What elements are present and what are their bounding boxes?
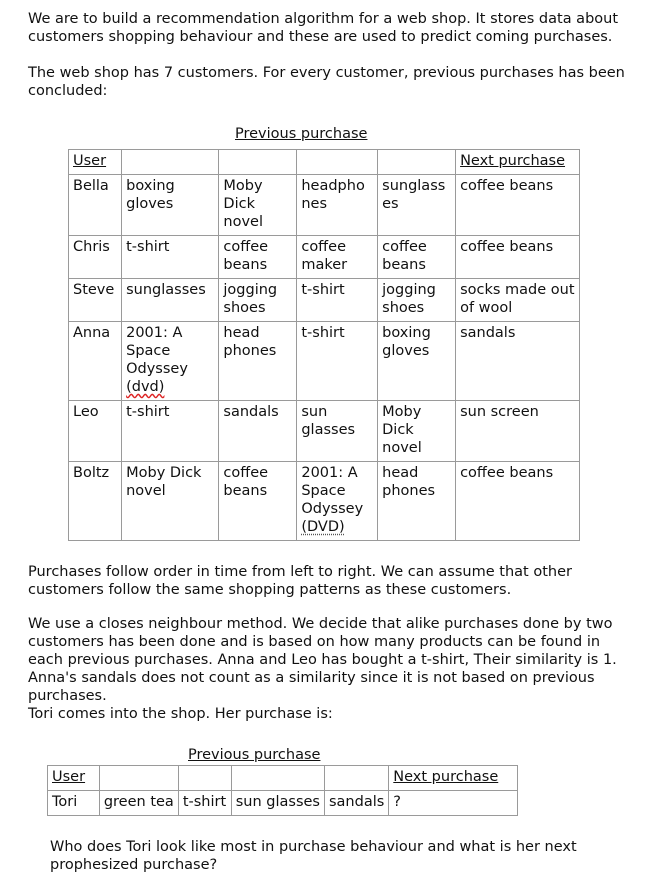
table2-title: Previous purchase: [188, 747, 321, 763]
user-cell: Steve: [69, 279, 122, 322]
intro-paragraph-1: We are to build a recommendation algorithm for a web shop. It stores data about customers shopping behaviour and these are used to predict coming purchases.: [28, 11, 619, 45]
next-purchase-cell: coffee beans: [456, 236, 580, 279]
header-user: User: [48, 766, 100, 791]
middle-paragraph-3: Tori comes into the shop. Her purchase is:: [28, 706, 333, 722]
purchase-cell: sunglasses: [122, 279, 219, 322]
purchase-cell: coffee maker: [297, 236, 378, 279]
next-purchase-cell: coffee beans: [456, 462, 580, 541]
purchase-history-table: [68, 149, 580, 541]
purchase-cell: coffee beans: [219, 462, 297, 541]
purchase-text: 2001: A Space Odyssey: [126, 325, 188, 377]
purchase-cell: Moby Dick novel: [378, 401, 456, 462]
header-user: User: [69, 150, 122, 175]
table2-header-row: [48, 766, 518, 791]
purchase-cell: sandals: [219, 401, 297, 462]
purchase-cell: sandals: [324, 791, 388, 816]
purchase-cell: green tea: [99, 791, 178, 816]
table-row: [69, 175, 580, 236]
header-next-purchase: Next purchase: [389, 766, 518, 791]
next-purchase-cell: sun screen: [456, 401, 580, 462]
table-row: [69, 462, 580, 541]
user-cell: Bella: [69, 175, 122, 236]
next-purchase-cell: ?: [389, 791, 518, 816]
user-cell: Anna: [69, 322, 122, 401]
user-cell: Leo: [69, 401, 122, 462]
middle-paragraph-1: Purchases follow order in time from left to right. We can assume that other customers follow the same shopping patterns as these customers.: [28, 564, 572, 598]
purchase-cell: [297, 462, 378, 541]
user-cell: Tori: [48, 791, 100, 816]
purchase-cell: t-shirt: [178, 791, 231, 816]
purchase-cell: Moby Dick novel: [219, 175, 297, 236]
table-row: [69, 322, 580, 401]
purchase-cell: boxing gloves: [122, 175, 219, 236]
user-cell: Chris: [69, 236, 122, 279]
purchase-cell: sunglasses: [378, 175, 456, 236]
table1-title: Previous purchase: [235, 126, 368, 142]
purchase-cell: sun glasses: [231, 791, 324, 816]
next-purchase-cell: sandals: [456, 322, 580, 401]
question-paragraph: Who does Tori look like most in purchase behaviour and what is her next prophesized purchase?: [50, 839, 577, 873]
purchase-cell: coffee beans: [219, 236, 297, 279]
purchase-cell: t-shirt: [122, 401, 219, 462]
purchase-cell: boxing gloves: [378, 322, 456, 401]
user-cell: Boltz: [69, 462, 122, 541]
table-row: [69, 401, 580, 462]
table-row: [48, 791, 518, 816]
purchase-cell: sun glasses: [297, 401, 378, 462]
table1-header-row: [69, 150, 580, 175]
header-next-purchase: Next purchase: [456, 150, 580, 175]
purchase-cell: coffee beans: [378, 236, 456, 279]
purchase-cell: headphones: [297, 175, 378, 236]
next-purchase-cell: coffee beans: [456, 175, 580, 236]
purchase-text: 2001: A Space Odyssey: [301, 465, 364, 517]
purchase-cell: t-shirt: [122, 236, 219, 279]
purchase-cell: head phones: [378, 462, 456, 541]
purchase-cell: [122, 322, 219, 401]
purchase-cell: jogging shoes: [219, 279, 297, 322]
purchase-cell: jogging shoes: [378, 279, 456, 322]
purchase-format: (DVD): [301, 519, 345, 535]
purchase-format: (dvd): [126, 379, 165, 395]
intro-paragraph-2: The web shop has 7 customers. For every customer, previous purchases has been concluded:: [28, 65, 625, 99]
middle-paragraph-2: We use a closes neighbour method. We decide that alike purchases done by two customers has been done and is based on how many products can be found in each previous purchases. Anna and Leo has bought a t-shirt, Their similarity is 1. Anna's sandals does not count as a similarity since it is not based on previous purchases.: [28, 616, 617, 704]
table-row: [69, 279, 580, 322]
purchase-cell: t-shirt: [297, 279, 378, 322]
table-row: [69, 236, 580, 279]
purchase-cell: t-shirt: [297, 322, 378, 401]
next-purchase-cell: socks made out of wool: [456, 279, 580, 322]
purchase-cell: head phones: [219, 322, 297, 401]
tori-purchase-table: [47, 765, 518, 816]
purchase-cell: Moby Dick novel: [122, 462, 219, 541]
